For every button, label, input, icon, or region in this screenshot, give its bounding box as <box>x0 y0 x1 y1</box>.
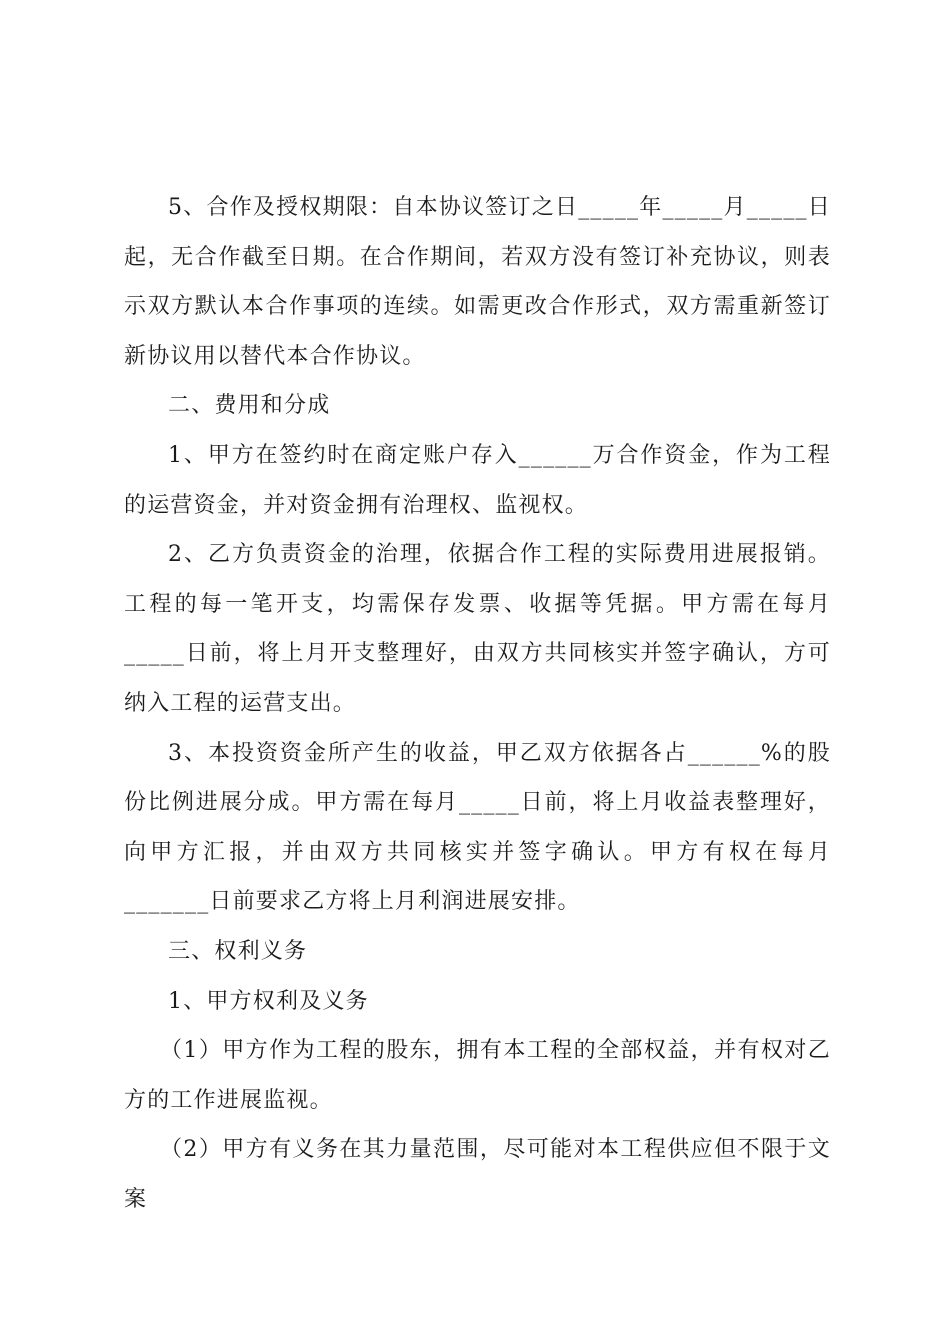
section-heading-rights: 三、权利义务 <box>168 938 308 964</box>
document-body <box>124 183 831 1224</box>
section-heading-fees: 二、费用和分成 <box>168 393 331 419</box>
item-party-a-2: （2）甲方有义务在其力量范围，尽可能对本工程供应但不限于文案 <box>124 1137 831 1212</box>
clause-fees-3: 3、本投资资金所产生的收益，甲乙双方依据各占______%的股份比例进展分成。甲方需在每月_____日前，将上月收益表整理好，向甲方汇报，并由双方共同核实并签字确认。甲方有权在每月_______日前要求乙方将上月利润进展安排。 <box>124 740 831 915</box>
clause-5-cooperation-term: 5、合作及授权期限：自本协议签订之日_____年_____月_____日起，无合作截至日期。在合作期间，若双方没有签订补充协议，则表示双方默认本合作事项的连续。如需更改合作形式，双方需重新签订新协议用以替代本合作协议。 <box>124 195 831 369</box>
subheading-party-a-rights: 1、甲方权利及义务 <box>168 988 369 1014</box>
item-party-a-1: （1）甲方作为工程的股东，拥有本工程的全部权益，并有权对乙方的工作进展监视。 <box>124 1038 831 1113</box>
clause-fees-1: 1、甲方在签约时在商定账户存入______万合作资金，作为工程的运营资金，并对资金拥有治理权、监视权。 <box>124 442 831 518</box>
clause-fees-2: 2、乙方负责资金的治理，依据合作工程的实际费用进展报销。工程的每一笔开支，均需保存发票、收据等凭据。甲方需在每月_____日前，将上月开支整理好，由双方共同核实并签字确认，方可纳入工程的运营支出。 <box>124 542 831 716</box>
